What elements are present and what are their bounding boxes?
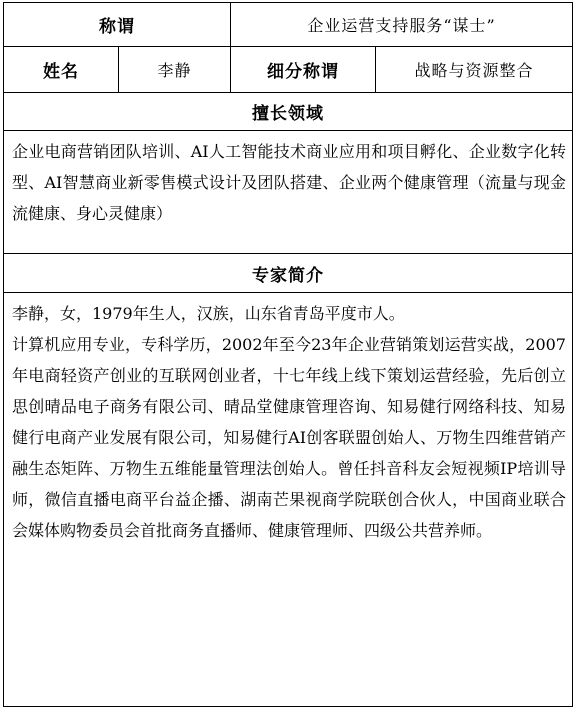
expertise-row: [4, 131, 573, 254]
title-value: 企业运营支持服务“谋士”: [231, 3, 573, 47]
subtitle-value: 战略与资源整合: [376, 47, 573, 93]
bio-row: [4, 293, 573, 707]
expertise-heading-row: [4, 93, 573, 131]
bio-heading: 专家简介: [4, 254, 573, 293]
bio-paragraph-2: 计算机应用专业，专科学历，2002年至今23年企业营销策划运营实战，2007年电商轻资产创业的互联网创业者，十七年线上线下策划运营经验，先后创立思创晴品电子商务有限公司、晴品堂健康管理咨询、知易健行网络科技、知易健行电商产业发展有限公司，知易健行AI创客联盟创始人、万物生四维营销产融生态矩阵、万物生五维能量管理法创始人。曾任抖音科友会短视频IP培训导师，微信直播电商平台益企播、湖南芒果视商学院联创合伙人，中国商业联合会媒体购物委员会首批商务直播师、健康管理师、四级公共营养师。: [12, 335, 566, 540]
profile-table: [3, 2, 573, 707]
bio-cell: [4, 293, 573, 707]
subtitle-label: 细分称谓: [231, 47, 376, 93]
expertise-cell: [4, 131, 573, 254]
bio-heading-row: [4, 254, 573, 293]
name-value: 李静: [119, 47, 231, 93]
bio-paragraph-1: 李静，女，1979年生人，汉族，山东省青岛平度市人。: [12, 304, 405, 323]
name-label: 姓名: [4, 47, 119, 93]
profile-page: [3, 2, 572, 718]
title-row: [4, 3, 573, 47]
title-label: 称谓: [4, 3, 231, 47]
name-row: [4, 47, 573, 93]
expertise-text: 企业电商营销团队培训、AI人工智能技术商业应用和项目孵化、企业数字化转型、AI智慧商业新零售模式设计及团队搭建、企业两个健康管理（流量与现金流健康、身心灵健康）: [12, 142, 566, 223]
expertise-heading: 擅长领域: [4, 93, 573, 131]
